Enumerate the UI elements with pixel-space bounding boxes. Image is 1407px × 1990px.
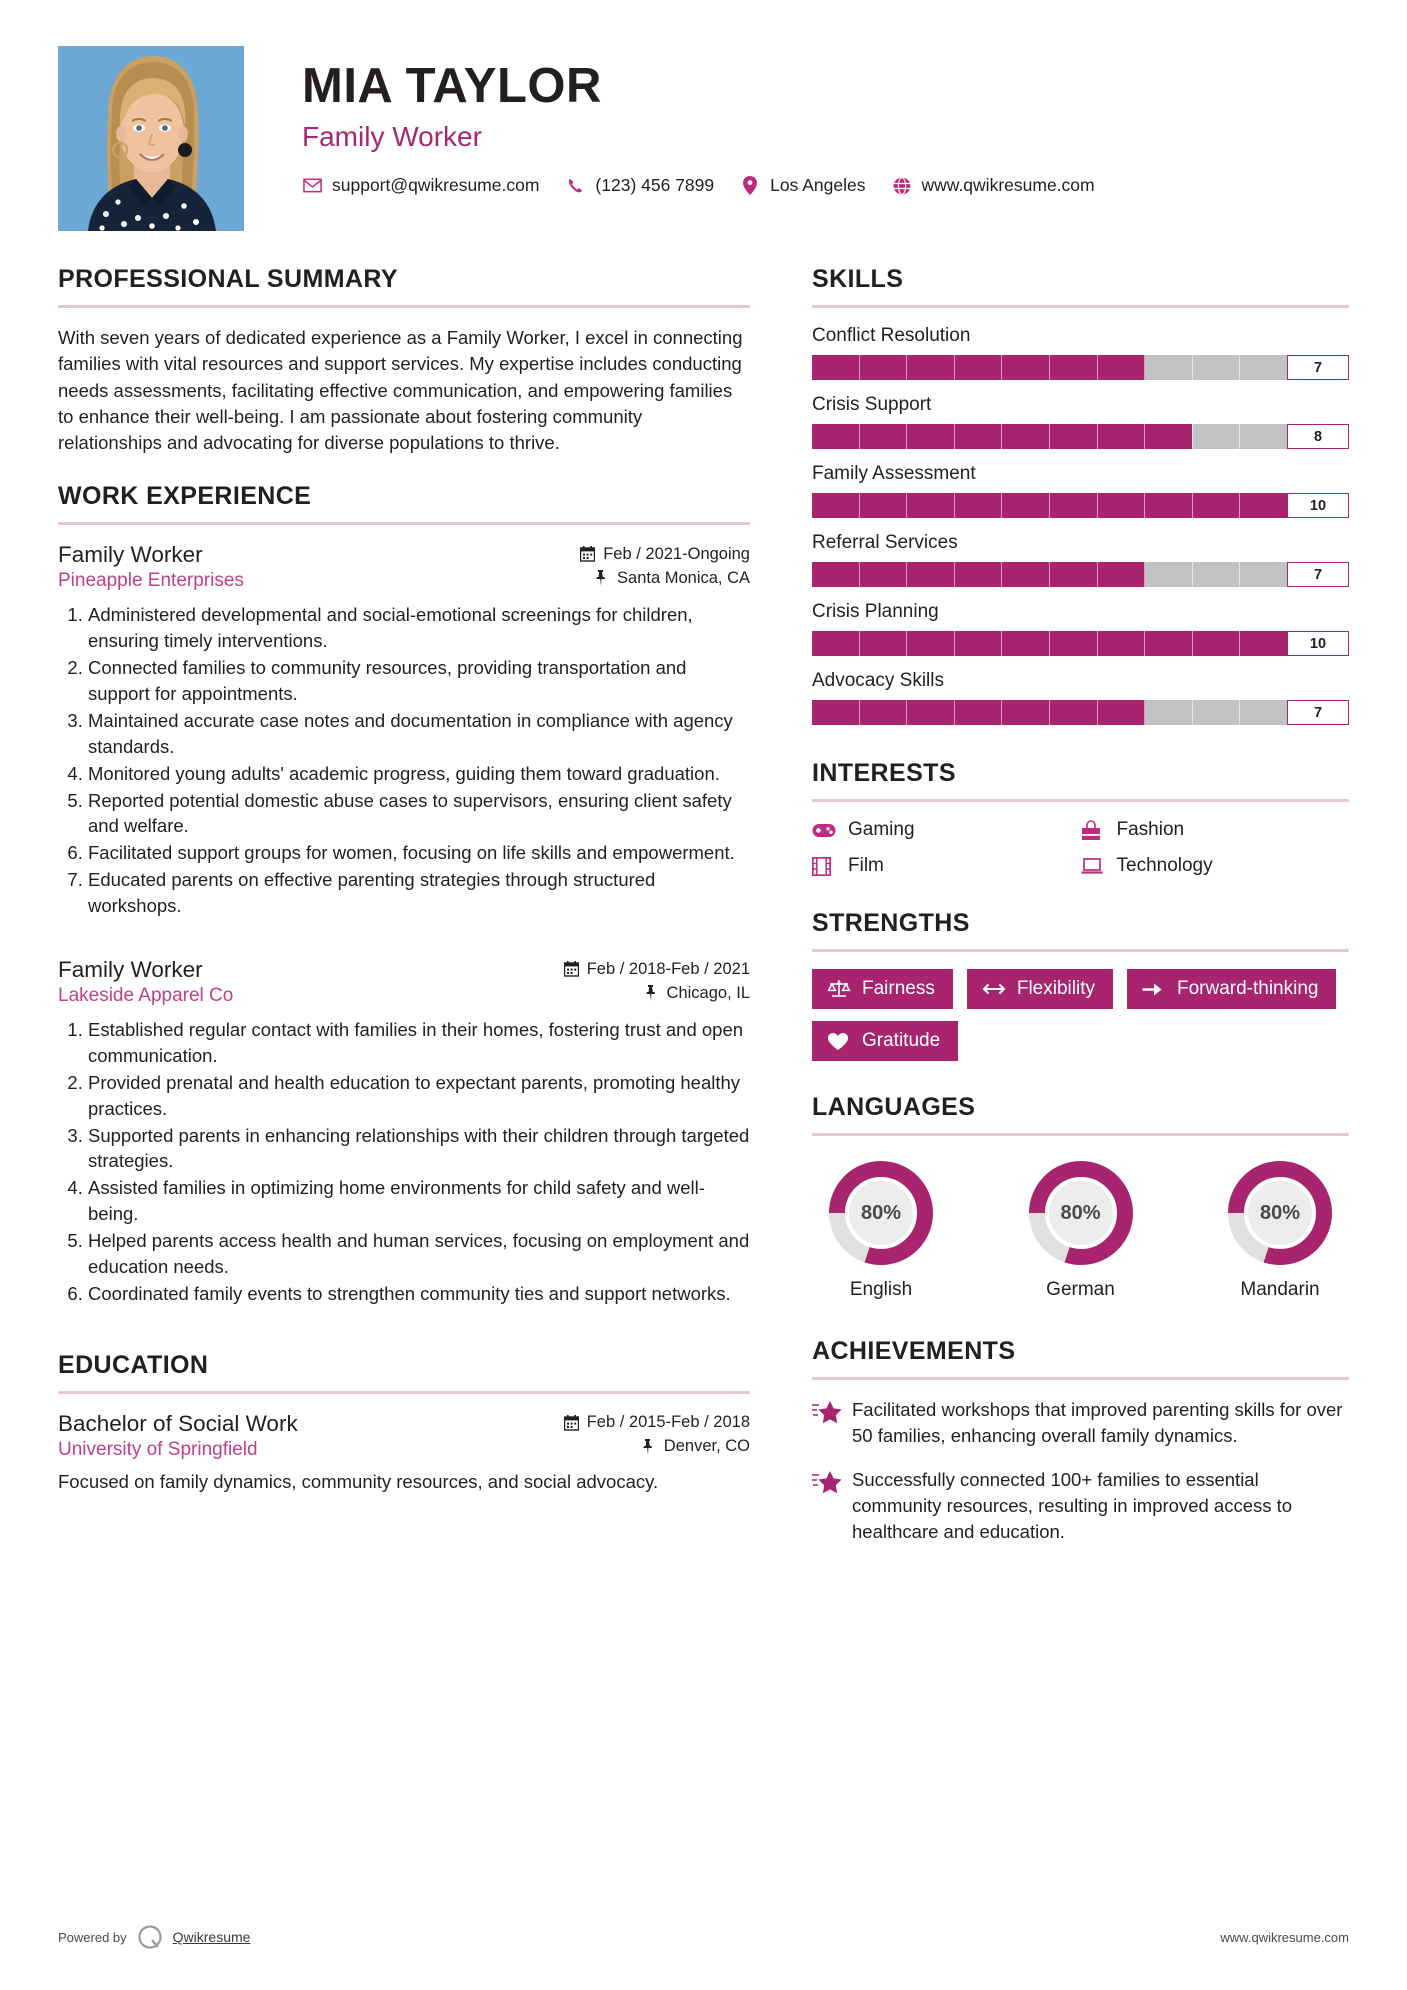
- education-description: Focused on family dynamics, community resources, and social advocacy.: [58, 1470, 659, 1492]
- section-divider: [58, 305, 750, 308]
- achievement-item: [812, 1467, 1349, 1545]
- education-institution: University of Springfield: [58, 1438, 258, 1460]
- section-skills: [812, 265, 1349, 725]
- skill-meter: [812, 631, 1349, 656]
- section-divider: [812, 305, 1349, 308]
- section-work-experience: [58, 482, 750, 1306]
- language-donut: [1027, 1159, 1135, 1267]
- language-item: [1018, 1159, 1144, 1301]
- experience-role: Family Worker: [58, 542, 203, 568]
- experience-location-text: Santa Monica, CA: [617, 568, 750, 587]
- contact-row: [302, 175, 1349, 196]
- section-heading-summary: PROFESSIONAL SUMMARY: [58, 265, 398, 293]
- envelope-icon: [302, 176, 322, 196]
- section-heading-achievements: ACHIEVEMENTS: [812, 1337, 1016, 1365]
- strength-badge-forward-thinking: [1127, 969, 1337, 1009]
- skill-meter: [812, 700, 1349, 725]
- skill-label: Referral Services: [812, 532, 958, 553]
- scales-icon: [827, 979, 851, 999]
- job-title: Family Worker: [302, 120, 482, 152]
- resume-body: [58, 265, 1349, 1570]
- contact-location-text: Los Angeles: [770, 175, 866, 196]
- education-degree: Bachelor of Social Work: [58, 1410, 298, 1436]
- skill-score-badge: 10: [1287, 493, 1349, 518]
- interest-item-technology: [1081, 855, 1350, 877]
- header-text-block: [244, 46, 1349, 196]
- education-dates-text: Feb / 2015-Feb / 2018: [586, 1413, 750, 1432]
- section-heading-skills: SKILLS: [812, 265, 904, 293]
- experience-entry: [58, 542, 750, 919]
- strength-label: Gratitude: [862, 1030, 941, 1051]
- skill-score-badge: 8: [1287, 424, 1349, 449]
- skill-label: Advocacy Skills: [812, 670, 944, 691]
- experience-location-text: Chicago, IL: [666, 983, 750, 1002]
- experience-dates-text: Feb / 2018-Feb / 2021: [586, 959, 750, 978]
- language-percent: 80%: [849, 1181, 913, 1245]
- skill-meter: [812, 562, 1349, 587]
- contact-phone-text: (123) 456 7899: [595, 175, 715, 196]
- list-item: 5. Reported potential domestic abuse cases to supervisors, ensuring client safety and welfare.: [88, 788, 750, 840]
- education-dates: [564, 1413, 750, 1432]
- map-pin-icon: [740, 176, 760, 196]
- shooting-star-icon: [812, 1400, 842, 1426]
- skill-score-badge: 7: [1287, 700, 1349, 725]
- skill-label: Crisis Support: [812, 394, 932, 415]
- list-item: 1. Administered developmental and social-emotional screenings for children, ensuring timely interventions.: [88, 602, 750, 654]
- contact-location: [740, 175, 865, 196]
- skill-ticks: [812, 562, 1287, 587]
- skill-track: [812, 493, 1287, 518]
- strength-label: Forward-thinking: [1176, 978, 1319, 999]
- experience-dates: [564, 960, 750, 979]
- spacer: [58, 923, 750, 957]
- section-heading-interests: INTERESTS: [812, 759, 956, 787]
- section-heading-education: EDUCATION: [58, 1350, 209, 1379]
- section-heading-experience: WORK EXPERIENCE: [58, 482, 312, 511]
- page-footer: [58, 1924, 1349, 1950]
- skill-track: [812, 631, 1287, 656]
- strengths-list: [812, 969, 1349, 1061]
- experience-bullets: [58, 1017, 750, 1307]
- skill-track: [812, 562, 1287, 587]
- language-donut: [1226, 1159, 1334, 1267]
- section-professional-summary: [58, 265, 750, 456]
- skill-row: [812, 394, 1349, 449]
- interest-label: Technology: [1116, 855, 1213, 876]
- section-divider: [812, 949, 1349, 952]
- skill-row: [812, 670, 1349, 725]
- phone-icon: [565, 176, 585, 196]
- arrows-left-right-icon: [982, 979, 1006, 999]
- left-column: [58, 265, 798, 1570]
- gamepad-icon: [812, 819, 836, 841]
- interest-item-film: [812, 855, 1081, 877]
- contact-email[interactable]: [302, 175, 539, 196]
- laptop-icon: [1081, 855, 1105, 877]
- list-item: 6. Facilitated support groups for women, focusing on life skills and empowerment.: [88, 840, 750, 866]
- footer-brand: [58, 1924, 250, 1950]
- section-languages: [812, 1093, 1349, 1301]
- pushpin-icon: [644, 985, 659, 1001]
- list-item: 3. Supported parents in enhancing relationships with their children through targeted strategies.: [88, 1123, 750, 1175]
- calendar-icon: [564, 961, 579, 977]
- section-heading-languages: LANGUAGES: [812, 1093, 976, 1121]
- summary-text: With seven years of dedicated experience as a Family Worker, I excel in connecting families with vital resources and support services. My expertise includes conducting needs assessments, facilitating effective communication, and empowering families to enhance their well-being. I am passionate about fostering community relationships and advocating for diverse populations to thrive.: [58, 327, 743, 454]
- experience-entry: [58, 957, 750, 1307]
- brand-link[interactable]: Qwikresume: [172, 1929, 251, 1945]
- skill-ticks: [812, 631, 1287, 656]
- list-item: 1. Established regular contact with families in their homes, fostering trust and open communication.: [88, 1017, 750, 1069]
- calendar-icon: [564, 1415, 579, 1431]
- skill-ticks: [812, 493, 1287, 518]
- list-item: 2. Provided prenatal and health education to expectant parents, promoting healthy practices.: [88, 1070, 750, 1122]
- education-entry: [58, 1411, 750, 1495]
- skill-meter: [812, 424, 1349, 449]
- skill-row: [812, 532, 1349, 587]
- strength-badge-flexibility: [967, 969, 1113, 1009]
- skill-ticks: [812, 355, 1287, 380]
- globe-icon: [892, 176, 912, 196]
- skill-row: [812, 463, 1349, 518]
- experience-bullets: [58, 602, 750, 919]
- skill-label: Conflict Resolution: [812, 325, 971, 346]
- section-achievements: [812, 1337, 1349, 1544]
- pushpin-icon: [641, 1439, 656, 1455]
- resume-header: [58, 46, 1349, 231]
- language-percent: 80%: [1049, 1181, 1113, 1245]
- calendar-icon: [580, 546, 595, 562]
- skill-ticks: [812, 700, 1287, 725]
- section-strengths: [812, 909, 1349, 1061]
- language-donut: [827, 1159, 935, 1267]
- section-divider: [58, 1391, 750, 1394]
- avatar: [58, 46, 244, 231]
- section-divider: [58, 522, 750, 525]
- list-item: 7. Educated parents on effective parenting strategies through structured workshops.: [88, 867, 750, 919]
- section-heading-strengths: STRENGTHS: [812, 909, 970, 937]
- powered-by-label: Powered by: [58, 1929, 127, 1945]
- experience-role: Family Worker: [58, 957, 203, 983]
- section-divider: [812, 1377, 1349, 1380]
- list-item: 4. Assisted families in optimizing home environments for child safety and well-being.: [88, 1175, 750, 1227]
- contact-phone[interactable]: [565, 175, 714, 196]
- languages-list: [812, 1153, 1349, 1301]
- skill-label: Crisis Planning: [812, 601, 939, 622]
- skill-row: [812, 601, 1349, 656]
- arrow-right-icon: [1142, 979, 1166, 999]
- language-percent: 80%: [1248, 1181, 1312, 1245]
- achievement-item: [812, 1397, 1349, 1449]
- skill-score-badge: 10: [1287, 631, 1349, 656]
- skill-label: Family Assessment: [812, 463, 976, 484]
- page-title: MIA TAYLOR: [302, 59, 602, 113]
- shooting-star-icon: [812, 1470, 842, 1496]
- experience-location: [594, 569, 750, 588]
- skill-track: [812, 700, 1287, 725]
- language-item: [1217, 1159, 1343, 1301]
- interest-label: Gaming: [848, 819, 915, 840]
- section-interests: [812, 759, 1349, 877]
- skill-score-badge: 7: [1287, 355, 1349, 380]
- achievement-text: Successfully connected 100+ families to essential community resources, resulting in improved access to healthcare and education.: [852, 1468, 1293, 1542]
- strength-badge-fairness: [812, 969, 953, 1009]
- experience-location: [644, 984, 750, 1003]
- skill-track: [812, 355, 1287, 380]
- interest-item-fashion: [1081, 819, 1350, 841]
- section-divider: [812, 799, 1349, 802]
- experience-dates-text: Feb / 2021-Ongoing: [603, 544, 750, 563]
- pushpin-icon: [594, 570, 609, 586]
- experience-organization: Lakeside Apparel Co: [58, 985, 234, 1007]
- list-item: 2. Connected families to community resources, providing transportation and support for appointments.: [88, 655, 750, 707]
- language-label: Mandarin: [1240, 1279, 1320, 1300]
- achievement-text: Facilitated workshops that improved parenting skills for over 50 families, enhancing overall family dynamics.: [852, 1399, 1343, 1446]
- education-location-text: Denver, CO: [663, 1437, 750, 1456]
- strength-label: Flexibility: [1016, 978, 1095, 999]
- language-label: English: [849, 1279, 913, 1300]
- interest-label: Film: [848, 855, 884, 876]
- contact-website-text: www.qwikresume.com: [921, 175, 1095, 196]
- contact-email-text: support@qwikresume.com: [332, 175, 540, 196]
- strength-label: Fairness: [862, 978, 935, 999]
- skill-meter: [812, 355, 1349, 380]
- interest-item-gaming: [812, 819, 1081, 841]
- experience-dates: [580, 545, 750, 564]
- portrait-photo-icon: [58, 46, 244, 231]
- section-divider: [812, 1133, 1349, 1136]
- footer-website[interactable]: www.qwikresume.com: [1220, 1929, 1349, 1945]
- contact-website[interactable]: [892, 175, 1095, 196]
- language-item: [818, 1159, 944, 1301]
- right-column: [798, 265, 1349, 1570]
- education-location: [641, 1437, 750, 1456]
- list-item: 4. Monitored young adults' academic progress, guiding them toward graduation.: [88, 761, 750, 787]
- handbag-icon: [1081, 819, 1105, 841]
- skill-ticks: [812, 424, 1287, 449]
- interest-label: Fashion: [1116, 819, 1185, 840]
- skill-track: [812, 424, 1287, 449]
- list-item: 6. Coordinated family events to strengthen community ties and support networks.: [88, 1281, 750, 1307]
- heart-icon: [827, 1031, 851, 1051]
- skill-meter: [812, 493, 1349, 518]
- list-item: 5. Helped parents access health and human services, focusing on employment and education needs.: [88, 1228, 750, 1280]
- qwikresume-logo-icon: [137, 1924, 163, 1950]
- film-icon: [812, 855, 836, 877]
- strength-badge-gratitude: [812, 1021, 958, 1061]
- section-education: [58, 1351, 750, 1495]
- skill-row: [812, 325, 1349, 380]
- experience-organization: Pineapple Enterprises: [58, 570, 244, 592]
- skill-score-badge: 7: [1287, 562, 1349, 587]
- language-label: German: [1046, 1279, 1115, 1300]
- list-item: 3. Maintained accurate case notes and documentation in compliance with agency standards.: [88, 708, 750, 760]
- interests-grid: [812, 819, 1349, 877]
